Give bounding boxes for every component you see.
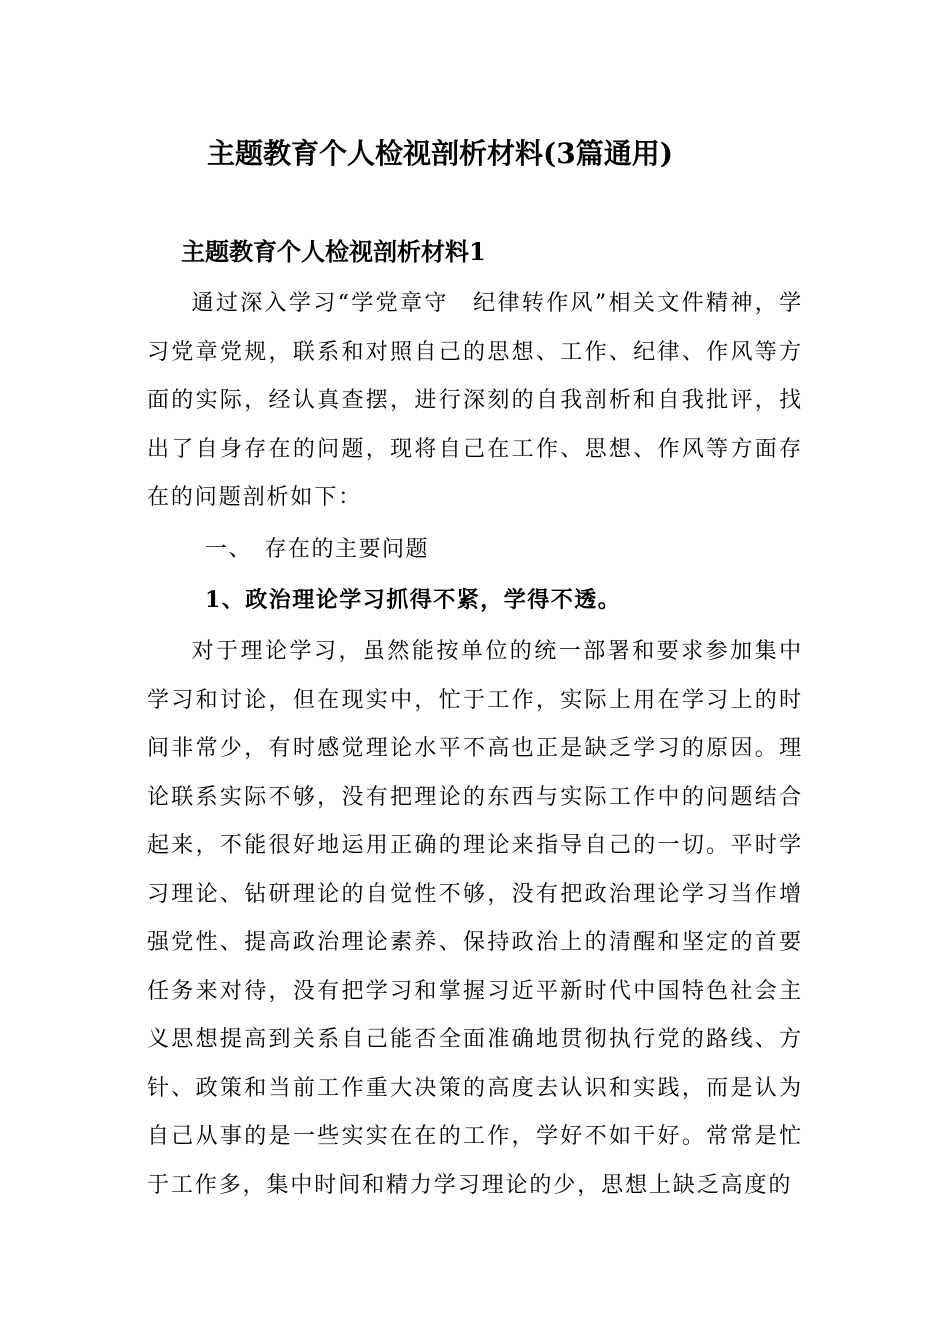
intro-paragraph	[147, 280, 803, 523]
section-heading: 主题教育个人检视剖析材料1	[181, 237, 486, 266]
heading-main-problems: 一、 存在的主要问题	[205, 537, 430, 562]
intro-paragraph-text: 通过深入学习“学党章守 纪律转作风”相关文件精神，学习党章党规，联系和对照自己的思想、工作、纪律、作风等方面的实际，经认真查摆，进行深刻的自我剖析和自我批评，找出了自身存在的问题，现将自己在工作、思想、作风等方面存在的问题剖析如下：	[147, 291, 803, 510]
body-paragraph-text: 对于理论学习，虽然能按单位的统一部署和要求参加集中学习和讨论，但在现实中，忙于工作，实际上用在学习上的时间非常少，有时感觉理论水平不高也正是缺乏学习的原因。理论联系实际不够，没有把理论的东西与实际工作中的问题结合起来，不能很好地运用正确的理论来指导自己的一切。平时学习理论、钻研理论的自觉性不够，没有把政治理论学习当作增强党性、提高政治理论素养、保持政治上的清醒和坚定的首要任务来对待，没有把学习和掌握习近平新时代中国特色社会主义思想提高到关系自己能否全面准确地贯彻执行党的路线、方针、政策和当前工作重大决策的高度去认识和实践，而是认为自己从事的是一些实实在在的工作，学好不如干好。常常是忙于工作多，集中时间和精力学习理论的少，思想上缺乏高度的	[147, 639, 803, 1198]
subheading-political-study: 1、政治理论学习抓得不紧，学得不透。	[205, 587, 622, 613]
document-title: 主题教育个人检视剖析材料(3篇通用)	[207, 137, 673, 170]
body-paragraph	[147, 628, 803, 1210]
